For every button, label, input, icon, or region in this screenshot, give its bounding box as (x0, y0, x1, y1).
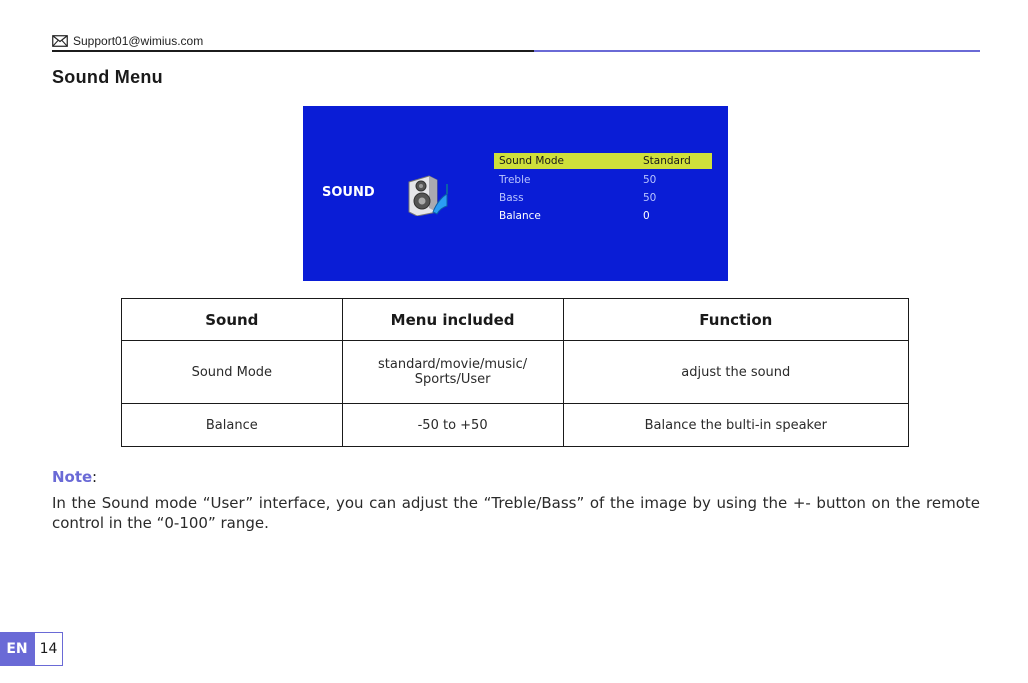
table-cell (342, 341, 563, 404)
tv-menu-item-label: Bass (499, 192, 524, 204)
tv-menu-item-value: 50 (643, 192, 657, 204)
header-email (52, 33, 203, 49)
speaker-icon (403, 172, 453, 216)
header-divider (52, 50, 534, 52)
page-title: Sound Menu (52, 67, 163, 87)
table-cell: Balance the bulti-in speaker (563, 404, 908, 447)
tv-menu-item-value: Standard (643, 155, 691, 167)
tv-menu-list (494, 153, 712, 225)
language-tag: EN (0, 632, 34, 666)
table-header-row (122, 299, 909, 341)
table-cell-text: standard/movie/music/ Sports/User (378, 357, 528, 387)
tv-menu-title: SOUND (322, 185, 375, 200)
note-text: In the Sound mode “User” interface, you can adjust the “Treble/Bass” of the image by using the +- button on the remote control in the “0-100” range. (52, 494, 980, 532)
tv-menu-item-value: 50 (643, 174, 657, 186)
table-cell: Balance (122, 404, 343, 447)
tv-menu-item-label: Treble (499, 174, 531, 186)
envelope-icon (52, 35, 68, 47)
tv-menu-item-label: Balance (499, 210, 541, 222)
note-colon: : (92, 468, 98, 486)
tv-menu-item-balance[interactable] (494, 207, 712, 225)
sound-settings-table (121, 298, 909, 447)
page-number: 14 (34, 632, 63, 666)
support-email[interactable]: Support01@wimius.com (73, 34, 204, 48)
note-label: Note (52, 468, 93, 486)
header-divider-accent (534, 50, 980, 52)
tv-menu-item-value: 0 (643, 210, 650, 222)
table-header-function: Function (563, 299, 908, 341)
tv-menu-item-label: Sound Mode (499, 155, 565, 167)
tv-sound-menu-screenshot (303, 106, 728, 281)
tv-menu-item-sound-mode[interactable] (494, 153, 712, 169)
tv-menu-item-treble[interactable] (494, 171, 712, 189)
table-cell: adjust the sound (563, 341, 908, 404)
tv-menu-item-bass[interactable] (494, 189, 712, 207)
table-header-menu-included: Menu included (342, 299, 563, 341)
table-row (122, 404, 909, 447)
table-header-sound: Sound (122, 299, 343, 341)
table-cell: -50 to +50 (342, 404, 563, 447)
table-cell: Sound Mode (122, 341, 343, 404)
table-row (122, 341, 909, 404)
